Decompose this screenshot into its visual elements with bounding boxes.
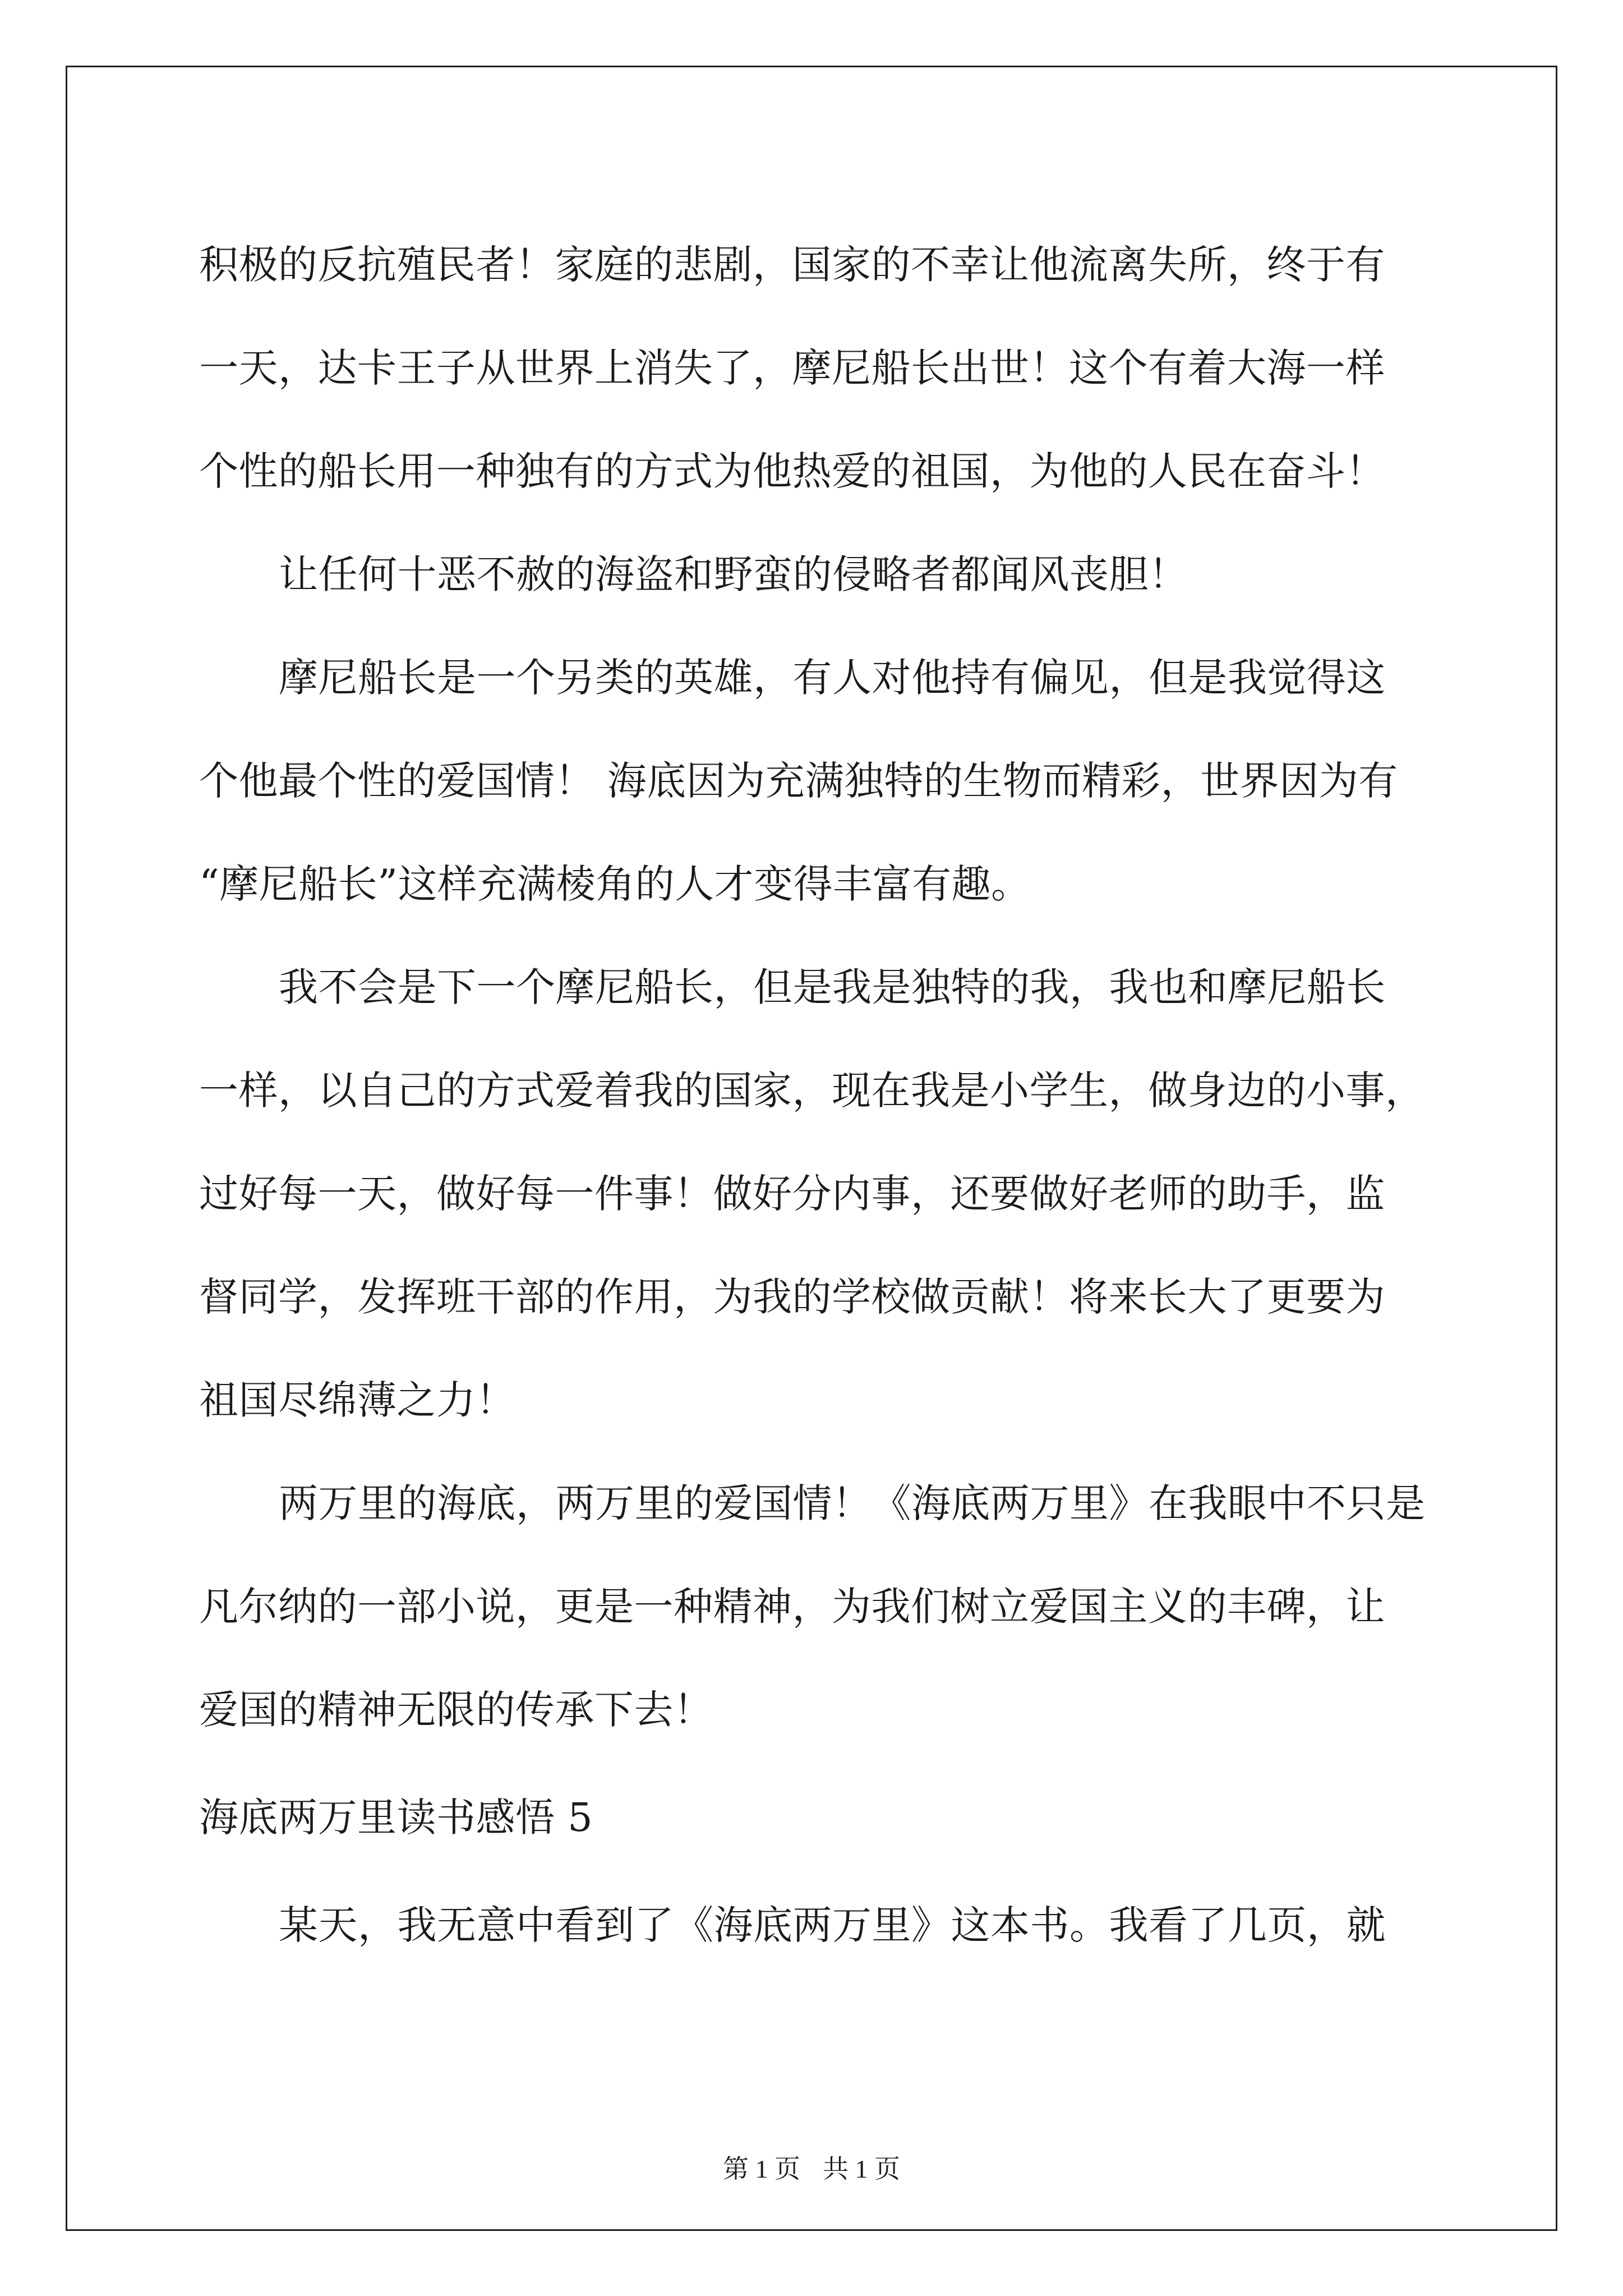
page-total: 共 1 页 bbox=[823, 2155, 900, 2183]
page-footer bbox=[0, 2148, 1623, 2185]
text-line: 个性的船长用一种独有的方式为他热爱的祖国，为他的人民在奋斗！ bbox=[199, 448, 1385, 494]
paragraph-start-line: 我不会是下一个摩尼船长，但是我是独特的我，我也和摩尼船长 bbox=[279, 964, 1386, 1010]
text-line: 凡尔纳的一部小说，更是一种精神，为我们树立爱国主义的丰碑，让 bbox=[199, 1584, 1385, 1630]
text-line: 积极的反抗殖民者！家庭的悲剧，国家的不幸让他流离失所，终于有 bbox=[199, 242, 1385, 288]
text-line: 一样，以自己的方式爱着我的国家，现在我是小学生，做身边的小事， bbox=[199, 1068, 1425, 1114]
section-heading: 海底两万里读书感悟 5 bbox=[199, 1795, 593, 1841]
text-line: 一天，达卡王子从世界上消失了，摩尼船长出世！这个有着大海一样 bbox=[199, 345, 1385, 391]
text-line: “摩尼船长”这样充满棱角的人才变得丰富有趣。 bbox=[199, 861, 1031, 907]
text-line: 督同学，发挥班干部的作用，为我的学校做贡献！将来长大了更要为 bbox=[199, 1274, 1385, 1320]
text-line: 爱国的精神无限的传承下去！ bbox=[199, 1687, 713, 1733]
text-line: 个他最个性的爱国情！ 海底因为充满独特的生物而精彩，世界因为有 bbox=[199, 758, 1398, 804]
paragraph-start-line: 两万里的海底，两万里的爱国情！《海底两万里》在我眼中不只是 bbox=[279, 1480, 1426, 1526]
paragraph-start-line: 摩尼船长是一个另类的英雄，有人对他持有偏见，但是我觉得这 bbox=[279, 655, 1386, 701]
page-number: 第 1 页 bbox=[723, 2155, 800, 2183]
text-line: 祖国尽绵薄之力！ bbox=[199, 1377, 515, 1423]
text-line: 过好每一天，做好每一件事！做好分内事，还要做好老师的助手，监 bbox=[199, 1171, 1385, 1217]
paragraph-start-line: 让任何十恶不赦的海盗和野蛮的侵略者都闻风丧胆！ bbox=[279, 551, 1188, 597]
paragraph-start-line: 某天，我无意中看到了《海底两万里》这本书。我看了几页，就 bbox=[279, 1902, 1386, 1948]
document-body bbox=[199, 213, 1433, 1977]
